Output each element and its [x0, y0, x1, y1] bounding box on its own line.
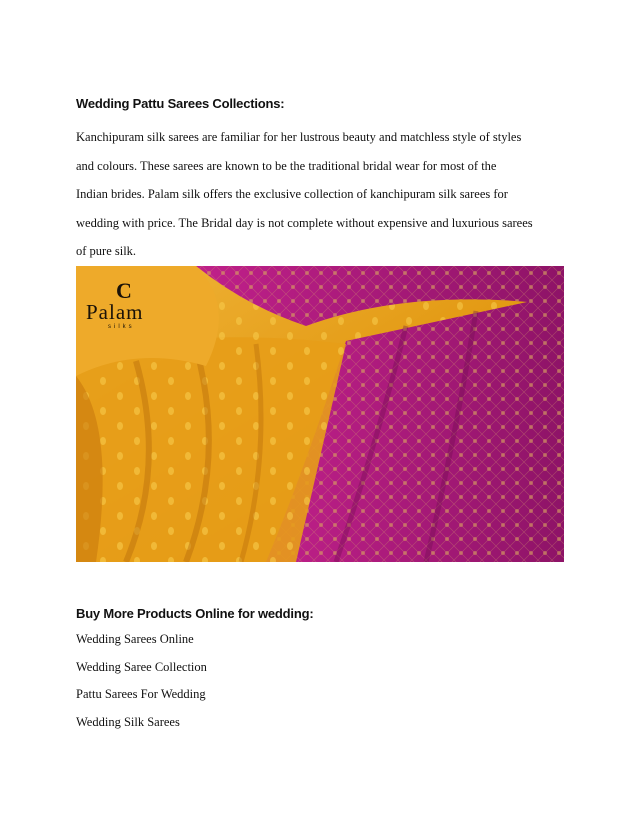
- palam-logo: [86, 278, 176, 333]
- paragraph-line: and colours. These sarees are known to be the traditional bridal wear for most of the: [76, 158, 497, 173]
- section-heading: Wedding Pattu Sarees Collections:: [76, 96, 285, 111]
- paragraph-line: of pure silk.: [76, 244, 137, 258]
- logo-subtitle: silks: [108, 324, 135, 330]
- product-link-wedding-sarees-online[interactable]: Wedding Sarees Online: [76, 632, 194, 646]
- paragraph-line: Kanchipuram silk sarees are familiar for her lustrous beauty and matchless style of styles: [76, 130, 522, 144]
- product-link-pattu-sarees-for-wedding[interactable]: Pattu Sarees For Wedding: [76, 687, 206, 701]
- product-link-wedding-silk-sarees[interactable]: Wedding Silk Sarees: [76, 714, 180, 729]
- saree-photo: [76, 266, 564, 562]
- logo-wordmark: Palam: [86, 300, 144, 324]
- paragraph-line: wedding with price. The Bridal day is not complete without expensive and luxurious sarees: [76, 215, 533, 230]
- product-link-list: [76, 631, 207, 741]
- products-heading: Buy More Products Online for wedding:: [76, 606, 314, 621]
- paragraph-line: Indian brides. Palam silk offers the exclusive collection of kanchipuram silk sarees for: [76, 187, 508, 201]
- logo-mark: C: [116, 278, 132, 303]
- product-link-wedding-saree-collection[interactable]: Wedding Saree Collection: [76, 659, 207, 674]
- intro-paragraph: [76, 123, 566, 266]
